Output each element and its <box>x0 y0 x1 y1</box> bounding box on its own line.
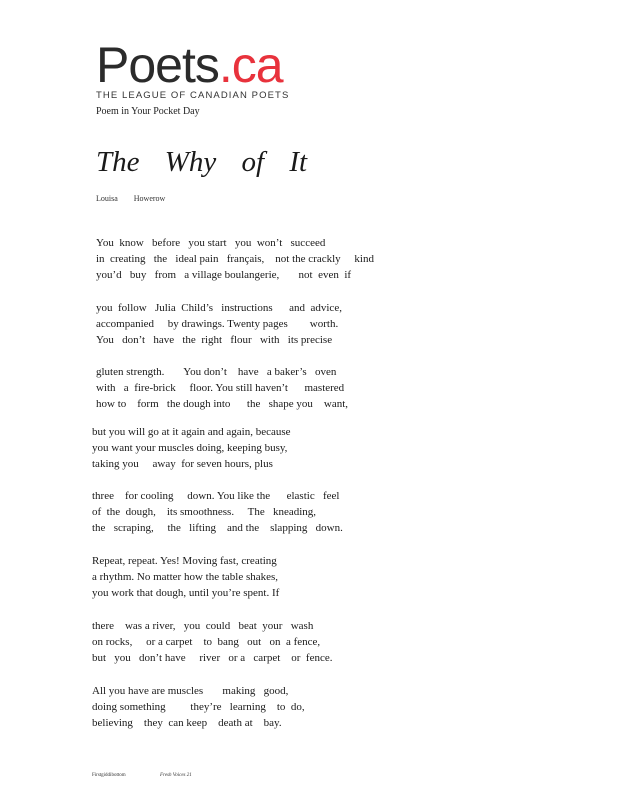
poem-line: you work that dough, until you’re spent. If <box>92 587 280 599</box>
poem-line: Repeat, repeat. Yes! Moving fast, creating <box>92 555 277 567</box>
poem-line: taking you away for seven hours, plus <box>92 458 273 470</box>
stanza <box>96 364 348 412</box>
stanza <box>92 553 279 601</box>
poem-title: The Why of It <box>96 146 308 178</box>
poem-line: You know before you start you won’t succeed <box>96 237 326 249</box>
poem-line: All you have are muscles making good, <box>92 685 289 697</box>
logo-word-main: Poets <box>96 37 219 93</box>
logo-wordmark <box>96 37 283 93</box>
poem-line: gluten strength. You don’t have a baker’s oven <box>96 366 337 378</box>
logo-tagline: THE LEAGUE OF CANADIAN POETS <box>96 90 290 101</box>
poets-ca-logo <box>96 37 296 102</box>
stanza <box>92 488 343 536</box>
stanza <box>92 618 333 666</box>
poem-line: but you will go at it again and again, because <box>92 426 291 438</box>
poem-line: but you don’t have river or a carpet or fence. <box>92 652 333 664</box>
poem-line: on rocks, or a carpet to bang out on a fence, <box>92 636 321 648</box>
logo-word-accent: .ca <box>218 37 283 93</box>
poem-line: the scraping, the lifting and the slapping down. <box>92 522 343 534</box>
poem-line: accompanied by drawings. Twenty pages worth. <box>96 318 339 330</box>
poem-line: in creating the ideal pain français, not the crackly kind <box>96 253 374 265</box>
poem-line: with a fire-brick floor. You still haven’t mastered <box>96 382 345 394</box>
poem-line: You don’t have the right flour with its precise <box>96 334 333 346</box>
poem-line: you want your muscles doing, keeping busy, <box>92 442 288 454</box>
stanza <box>96 235 374 283</box>
poem-line: of the dough, its smoothness. The kneading, <box>92 506 317 518</box>
footer-left-text: Firstgiddibottom <box>92 773 126 778</box>
stanza <box>96 300 342 348</box>
poem-line: doing something they’re learning to do, <box>92 701 305 713</box>
poem-line: three for cooling down. You like the elastic feel <box>92 490 340 502</box>
poem-line: believing they can keep death at bay. <box>92 717 282 729</box>
poem-line: a rhythm. No matter how the table shakes, <box>92 571 279 583</box>
poem-line: you follow Julia Child’s instructions and advice, <box>96 302 342 314</box>
poem-line: you’d buy from a village boulangerie, not even if <box>96 269 352 281</box>
event-name: Poem in Your Pocket Day <box>96 106 200 117</box>
poem-line: how to form the dough into the shape you want, <box>96 398 349 410</box>
footer-right-text: Fresh Voices 21 <box>160 773 192 778</box>
stanza <box>92 424 291 472</box>
poem-author: Louisa Howerow <box>96 194 166 203</box>
stanza <box>92 683 305 731</box>
poem-line: there was a river, you could beat your wash <box>92 620 314 632</box>
